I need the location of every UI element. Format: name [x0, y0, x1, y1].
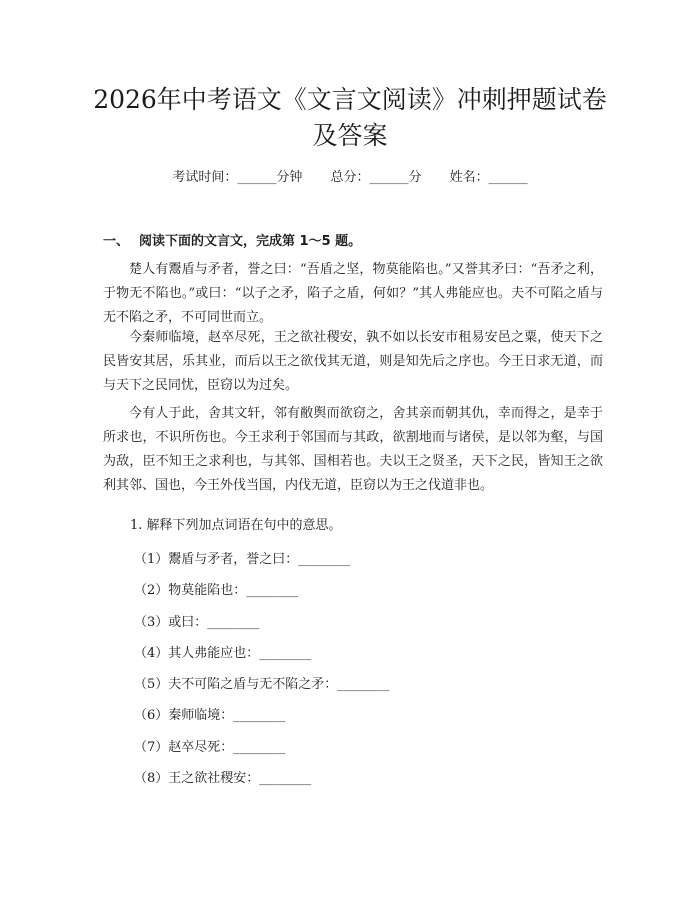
question-item: （1）鬻盾与矛者，誉之曰：________: [134, 552, 351, 567]
passage-paragraph: 楚人有鬻盾与矛者，誉之曰：“吾盾之坚，物莫能陷也。”又誉其矛曰：“吾矛之利，于物无不陷也。”或曰：“以子之矛，陷子之盾，何如？”其人弗能应也。夫不可陷之盾与无不陷之矛，不可同世而立。: [103, 262, 603, 325]
section-heading: [103, 232, 361, 252]
section-number: 一、: [103, 234, 130, 249]
question-item: （8）王之欲社稷安：________: [134, 771, 312, 787]
question-items-list: [134, 550, 389, 800]
question-item: （3）或曰：________: [134, 614, 260, 630]
page-title: 2026年中考语文《文言文阅读》冲刺押题试卷及答案: [93, 85, 607, 150]
question-item: （2）物莫能陷也：________: [134, 583, 299, 599]
question-prompt: 1. 解释下列加点词语在句中的意思。: [130, 518, 342, 533]
question-item: （5）夫不可陷之盾与无不陷之矛：________: [134, 677, 390, 693]
total-score-field: 总分：______分: [330, 170, 422, 185]
passage-paragraph: 今秦师临境，赵卒尽死，王之欲社稷安，孰不如以长安市租易安邑之粟，使天下之民皆安其居，乐其业，而后以王之欲伐其无道，则是知先后之序也。今王日求无道，而与天下之民同忧，臣窃以为过矣。: [103, 330, 603, 393]
exam-time-field: 考试时间：______分钟: [172, 170, 303, 185]
student-name-field: 姓名：______: [449, 170, 528, 185]
section-heading-text: 阅读下面的文言文，完成第 1～5 题。: [139, 234, 362, 249]
question-item: （4）其人弗能应也：________: [134, 645, 312, 661]
question-item: （6）秦师临境：________: [134, 708, 286, 724]
exam-info: [0, 168, 700, 188]
passage-paragraph: 今有人于此，舍其文轩，邻有敝舆而欲窃之，舍其亲而朝其仇，幸而得之，是幸于所求也，不识所伤也。今王求利于邻国而与其政，欲割地而与诸侯，是以邻为壑，与国为敌，臣不知王之求利也，与其邻、国相若也。夫以王之贤圣，天下之民，皆知王之欲利其邻、国也，今王外伐当国，内伐无道，臣窃以为王之伐道非也。: [103, 406, 603, 493]
question-item: （7）赵卒尽死：________: [134, 739, 286, 755]
